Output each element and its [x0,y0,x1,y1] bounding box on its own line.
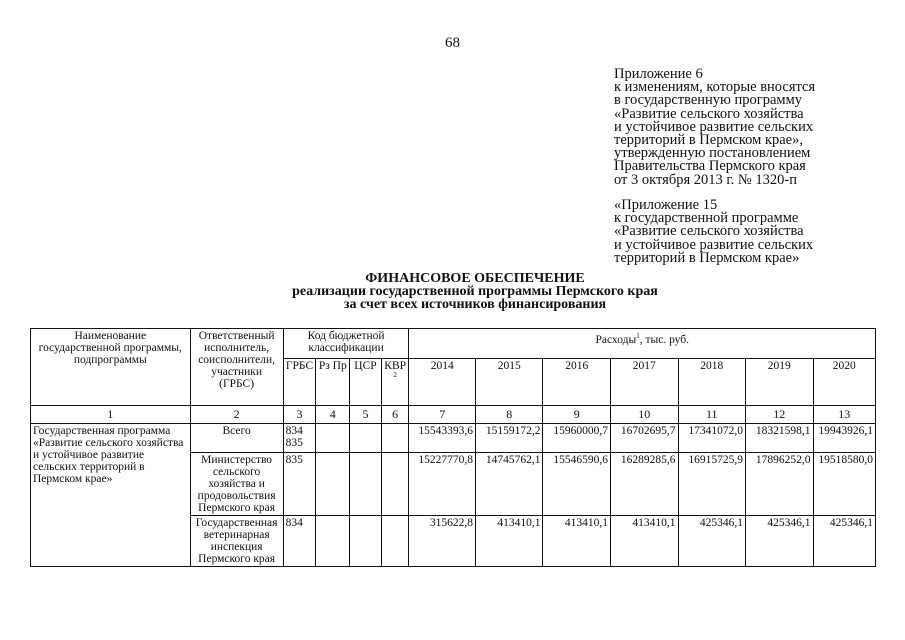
header-year-2015: 2015 [475,359,543,406]
grbs-cell: 834 835 [283,424,316,453]
index-cell: 6 [381,406,409,424]
index-cell: 4 [316,406,350,424]
value-cell: 413410,1 [475,516,543,567]
kvr-cell [381,424,409,453]
responsible-cell: Всего [190,424,283,453]
index-cell: 5 [350,406,382,424]
rzpr-cell [316,424,350,453]
header-year-2019: 2019 [746,359,814,406]
column-index-row [31,406,876,424]
value-cell: 18321598,1 [746,424,814,453]
value-cell: 17896252,0 [746,453,814,516]
kvr-footnote: 2 [393,371,397,379]
responsible-cell: Министерство сельского хозяйства и продовольствия Пермского края [190,453,283,516]
value-cell: 413410,1 [543,516,611,567]
index-cell: 11 [678,406,746,424]
rzpr-cell [316,516,350,567]
index-cell: 3 [283,406,316,424]
header-row-1 [31,329,876,359]
kvr-cell [381,453,409,516]
value-cell: 16915725,9 [678,453,746,516]
expenses-footnote: 1 [636,332,640,340]
value-cell: 425346,1 [813,516,875,567]
rzpr-cell [316,453,350,516]
page-number: 68 [445,35,460,51]
appendix-line: «Приложение 15 [614,197,718,213]
value-cell: 17341072,0 [678,424,746,453]
header-year-2018: 2018 [678,359,746,406]
header-year-2014: 2014 [409,359,475,406]
index-cell: 1 [31,406,191,424]
index-cell: 7 [409,406,475,424]
header-budget-code: Код бюджетной классификации [283,329,409,359]
appendix-line: территорий в Пермском крае», [614,132,803,149]
program-name-cell: Государственная программа «Развитие сельского хозяйства и устойчивое развитие сельских территорий в Пермском крае» [31,424,191,567]
index-cell: 8 [475,406,543,424]
table-row [31,424,876,453]
value-cell: 413410,1 [610,516,678,567]
title-line-3: за счет всех источников финансирования [343,297,607,312]
appendix-line: от 3 октября 2013 г. № 1320-п [614,171,797,188]
header-expenses [409,329,876,359]
appendix-line: и устойчивое развитие сельских [614,118,814,135]
header-rzpr: Рз Пр [316,359,350,406]
value-cell: 16702695,7 [610,424,678,453]
header-grbs: ГРБС [283,359,316,406]
value-cell: 19943926,1 [813,424,875,453]
value-cell: 14745762,1 [475,453,543,516]
csr-cell [350,453,382,516]
appendix-line: Приложение 6 [614,66,703,82]
index-cell: 12 [746,406,814,424]
index-cell: 10 [610,406,678,424]
appendix-line: утвержденную постановлением [614,145,811,162]
kvr-cell [381,516,409,567]
csr-cell [350,424,382,453]
appendix-line: и устойчивое развитие сельских [614,236,814,253]
responsible-cell: Государственная ветеринарная инспекция Пермского края [190,516,283,567]
title-line-1: ФИНАНСОВОЕ ОБЕСПЕЧЕНИЕ [365,271,585,286]
financing-table [30,328,876,567]
value-cell: 15546590,6 [543,453,611,516]
value-cell: 15543393,6 [409,424,475,453]
index-cell: 13 [813,406,875,424]
appendix-line: «Развитие сельского хозяйства [614,105,804,122]
value-cell: 425346,1 [678,516,746,567]
csr-cell [350,516,382,567]
header-year-2017: 2017 [610,359,678,406]
expenses-unit: , тыс. руб. [639,333,689,346]
value-cell: 15227770,8 [409,453,475,516]
index-cell: 2 [190,406,283,424]
expenses-label: Расходы [595,333,637,346]
appendix-line: в государственную программу [614,92,803,109]
appendix-line: «Развитие сельского хозяйства [614,223,804,240]
value-cell: 425346,1 [746,516,814,567]
kvr-label: КВР [384,360,407,372]
appendix-note [614,68,874,187]
value-cell: 15159172,2 [475,424,543,453]
grbs-cell: 834 [283,516,316,567]
appendix-line: к государственной программе [614,210,799,227]
header-name: Наименование государственной программы, подпрограммы [31,329,191,406]
value-cell: 15960000,7 [543,424,611,453]
value-cell: 16289285,6 [610,453,678,516]
header-responsible: Ответственный исполнитель, соисполнители, участники (ГРБС) [190,329,283,406]
value-cell: 19518580,0 [813,453,875,516]
index-cell: 9 [543,406,611,424]
document-title [0,272,905,311]
grbs-cell: 835 [283,453,316,516]
title-line-2: реализации государственной программы Пермского края [292,284,658,299]
header-csr: ЦСР [350,359,382,406]
appendix-line: к изменениям, которые вносятся [614,79,816,96]
header-year-2016: 2016 [543,359,611,406]
value-cell: 315622,8 [409,516,475,567]
header-year-2020: 2020 [813,359,875,406]
appendix-line: Правительства Пермского края [614,158,806,175]
appendix-line: территорий в Пермском крае» [614,249,800,266]
header-kvr [381,359,409,406]
appendix-note-2 [614,199,874,265]
